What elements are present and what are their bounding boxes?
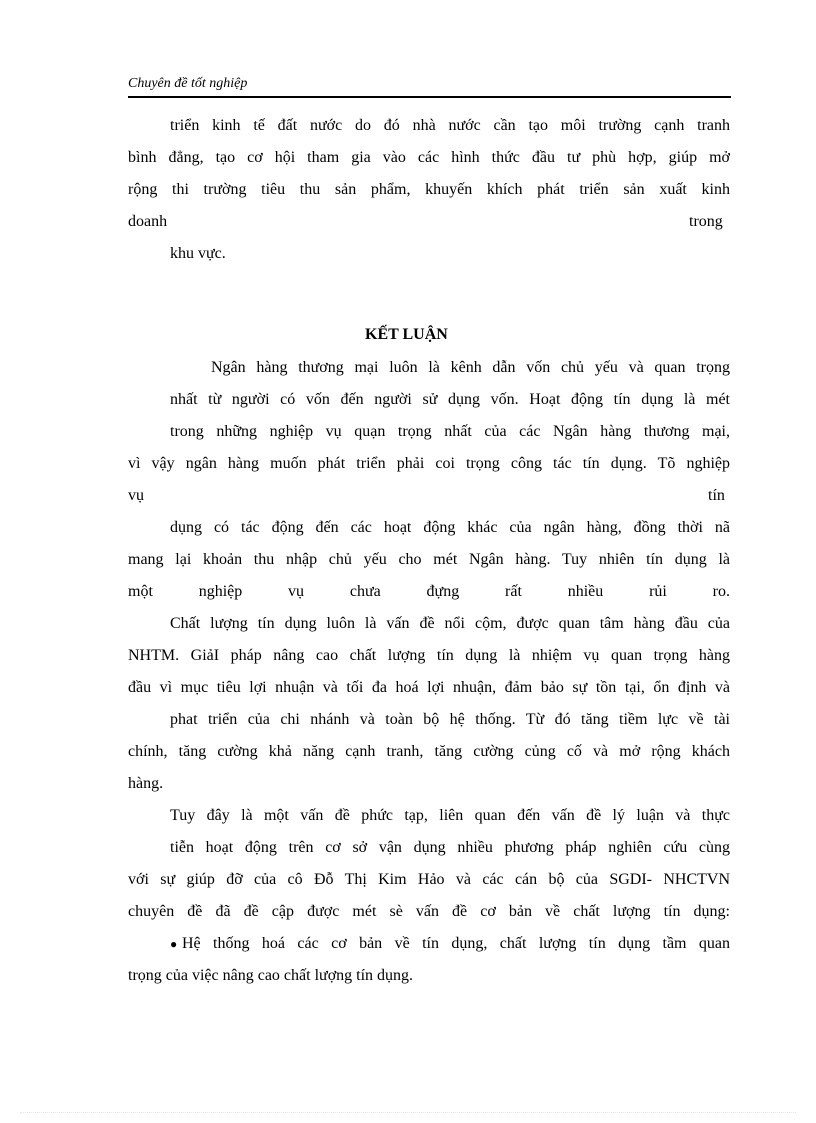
body-line: chuyên đề đã đề cập được mét sè vấn đề cơ bản về chất lượng tín dụng: (128, 903, 730, 920)
body-line: rộng thi trường tiêu thu sản phẩm, khuyến khích phát triển sản xuất kinh (128, 181, 730, 198)
running-header: Chuyên đề tốt nghiệp (128, 76, 248, 91)
body-line: Chất lượng tín dụng luôn là vấn đề nổi cộm, được quan tâm hàng đầu của (170, 615, 730, 632)
body-line: triển kinh tế đất nước do đó nhà nước cần tạo môi trường cạnh tranh (170, 117, 730, 134)
body-line: hàng. (128, 775, 164, 792)
body-line: phat triển của chi nhánh và toàn bộ hệ thống. Từ đó tăng tiềm lực về tài (170, 711, 730, 728)
section-title: KẾT LUẬN (365, 326, 448, 343)
header-rule (128, 96, 731, 98)
body-line: vụ (128, 487, 144, 504)
body-line: doanh (128, 213, 168, 230)
body-line: dụng có tác động đến các hoạt động khác của ngân hàng, đồng thời nã (170, 519, 730, 536)
body-line: đầu vì mục tiêu lợi nhuận và tối đa hoá lợi nhuận, đảm bảo sự tồn tại, ổn định và (128, 679, 730, 696)
bullet-line: Hệ thống hoá các cơ bản về tín dụng, chất lượng tín dụng tầm quan (182, 935, 730, 952)
body-line: vì vậy ngân hàng muốn phát triển phải coi trọng công tác tín dụng. Tõ nghiệp (128, 455, 730, 472)
body-line: với sự giúp đỡ của cô Đỗ Thị Kim Hảo và các cán bộ của SGDI- NHCTVN (128, 871, 730, 888)
body-line: tiễn hoạt động trên cơ sở vận dụng nhiều phương pháp nghiên cứu cùng (170, 839, 730, 856)
body-line: nhất từ người có vốn đến người sử dụng vốn. Hoạt động tín dụng là mét (170, 391, 730, 408)
bullet-icon: ● (170, 937, 178, 951)
body-line: bình đẳng, tạo cơ hội tham gia vào các hình thức đầu tư phù hợp, giúp mở (128, 149, 730, 166)
body-line: Ngân hàng thương mại luôn là kênh dẫn vốn chủ yếu và quan trọng (211, 359, 730, 376)
body-line: Tuy đây là một vấn đề phức tạp, liên quan đến vấn đề lý luận và thực (170, 807, 730, 824)
body-line: NHTM. GiảI pháp nâng cao chất lượng tín dụng là nhiệm vụ quan trọng hàng (128, 647, 730, 664)
body-line: mang lại khoản thu nhập chủ yếu cho mét Ngân hàng. Tuy nhiên tín dụng là (128, 551, 730, 568)
body-line: một nghiệp vụ chưa đựng rất nhiều rủi ro. (128, 583, 730, 600)
bullet-line: trọng của việc nâng cao chất lượng tín dụng. (128, 967, 414, 984)
body-line: trong những nghiệp vụ quạn trọng nhất của các Ngân hàng thương mại, (170, 423, 730, 440)
body-line: trong (689, 213, 723, 230)
body-line: chính, tăng cường khả năng cạnh tranh, tăng cường củng cố và mở rộng khách (128, 743, 730, 760)
page-bottom-border (20, 1112, 796, 1113)
body-line: khu vực. (170, 245, 226, 262)
body-line: tín (708, 487, 725, 504)
